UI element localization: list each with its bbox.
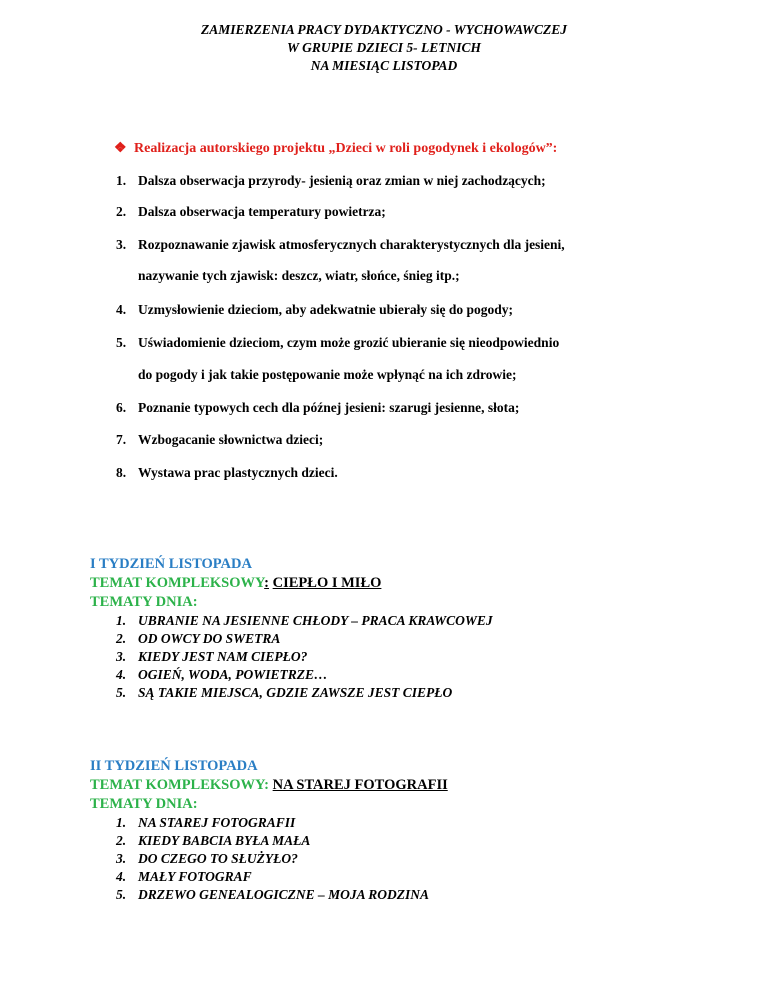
- day-number: 3.: [116, 649, 127, 664]
- goal-item: [116, 204, 386, 220]
- day-number: 1.: [116, 815, 127, 830]
- day-number: 4.: [116, 869, 127, 884]
- day-text: OGIEŃ, WODA, POWIETRZE…: [138, 667, 328, 682]
- goal-number: 2.: [116, 204, 127, 219]
- document-title-line-1: ZAMIERZENIA PRACY DYDAKTYCZNO - WYCHOWAWCZEJ: [200, 22, 568, 37]
- week-1-theme-line: [90, 575, 381, 592]
- goal-text: Uzmysłowienie dzieciom, aby adekwatnie ubierały się do pogody;: [138, 302, 513, 317]
- day-number: 2.: [116, 631, 127, 646]
- goal-number: 4.: [116, 302, 127, 317]
- day-number: 2.: [116, 833, 127, 848]
- day-topic: [116, 685, 452, 701]
- goal-number: 7.: [116, 432, 127, 447]
- theme-label: TEMAT KOMPLEKSOWY:: [90, 777, 269, 793]
- day-topic: [116, 613, 493, 629]
- day-number: 1.: [116, 613, 127, 628]
- week-1-days-label: TEMATY DNIA:: [90, 594, 198, 610]
- day-topic: [116, 667, 328, 683]
- week-1-theme: CIEPŁO I MIŁO: [272, 575, 382, 591]
- day-text: DRZEWO GENEALOGICZNE – MOJA RODZINA: [138, 887, 430, 902]
- day-number: 3.: [116, 851, 127, 866]
- week-2-days-label: TEMATY DNIA:: [90, 796, 198, 812]
- goal-number: 8.: [116, 465, 127, 480]
- document-title-line-2: W GRUPIE DZIECI 5- LETNICH: [286, 40, 482, 55]
- day-text: UBRANIE NA JESIENNE CHŁODY – PRACA KRAWCOWEJ: [138, 613, 493, 628]
- week-2-theme-line: [90, 777, 448, 794]
- project-heading: [114, 140, 557, 157]
- goal-text: Poznanie typowych cech dla późnej jesieni: szarugi jesienne, słota;: [138, 400, 520, 415]
- day-topic: [116, 851, 298, 867]
- goal-text: Wzbogacanie słownictwa dzieci;: [138, 432, 324, 447]
- day-number: 4.: [116, 667, 127, 682]
- goal-item: [116, 173, 546, 189]
- goal-continuation: do pogody i jak takie postępowanie może wpłynąć na ich zdrowie;: [138, 367, 517, 382]
- week-1-title: I TYDZIEŃ LISTOPADA: [90, 556, 252, 572]
- goal-item: [116, 237, 565, 253]
- day-text: KIEDY BABCIA BYŁA MAŁA: [138, 833, 311, 848]
- day-topic: [116, 815, 295, 831]
- goal-text: Wystawa prac plastycznych dzieci.: [138, 465, 338, 480]
- day-number: 5.: [116, 685, 127, 700]
- theme-colon: :: [264, 575, 270, 591]
- day-topic: [116, 887, 429, 903]
- goal-item: [116, 432, 323, 448]
- week-2-theme: NA STAREJ FOTOGRAFII: [272, 777, 448, 793]
- day-topic: [116, 869, 252, 885]
- goal-text: Rozpoznawanie zjawisk atmosferycznych charakterystycznych dla jesieni,: [138, 237, 565, 252]
- document-title-line-3: NA MIESIĄC LISTOPAD: [310, 58, 458, 73]
- day-number: 5.: [116, 887, 127, 902]
- project-text: Realizacja autorskiego projektu „Dzieci w roli pogodynek i ekologów”:: [134, 141, 558, 156]
- day-text: DO CZEGO TO SŁUŻYŁO?: [138, 851, 298, 866]
- theme-label: TEMAT KOMPLEKSOWY: [90, 575, 265, 591]
- day-topic: [116, 631, 280, 647]
- goal-text: Dalsza obserwacja przyrody- jesienią oraz zmian w niej zachodzących;: [138, 173, 546, 188]
- day-text: SĄ TAKIE MIEJSCA, GDZIE ZAWSZE JEST CIEPŁO: [138, 685, 453, 700]
- day-text: NA STAREJ FOTOGRAFII: [138, 815, 296, 830]
- goal-number: 5.: [116, 335, 127, 350]
- goal-text: Uświadomienie dzieciom, czym może grozić ubieranie się nieodpowiednio: [138, 335, 560, 350]
- week-2-title: II TYDZIEŃ LISTOPADA: [90, 758, 258, 774]
- day-topic: [116, 833, 310, 849]
- goal-item: [116, 465, 338, 481]
- day-text: OD OWCY DO SWETRA: [138, 631, 281, 646]
- goal-continuation: nazywanie tych zjawisk: deszcz, wiatr, słońce, śnieg itp.;: [138, 268, 460, 283]
- goal-number: 1.: [116, 173, 127, 188]
- day-text: KIEDY JEST NAM CIEPŁO?: [138, 649, 308, 664]
- goal-number: 6.: [116, 400, 127, 415]
- goal-item: [116, 302, 513, 318]
- diamond-bullet-icon: ❖: [114, 141, 127, 156]
- goal-number: 3.: [116, 237, 127, 252]
- goal-item: [116, 400, 519, 416]
- goal-text: Dalsza obserwacja temperatury powietrza;: [138, 204, 386, 219]
- goal-item: [116, 335, 559, 351]
- day-text: MAŁY FOTOGRAF: [138, 869, 252, 884]
- day-topic: [116, 649, 307, 665]
